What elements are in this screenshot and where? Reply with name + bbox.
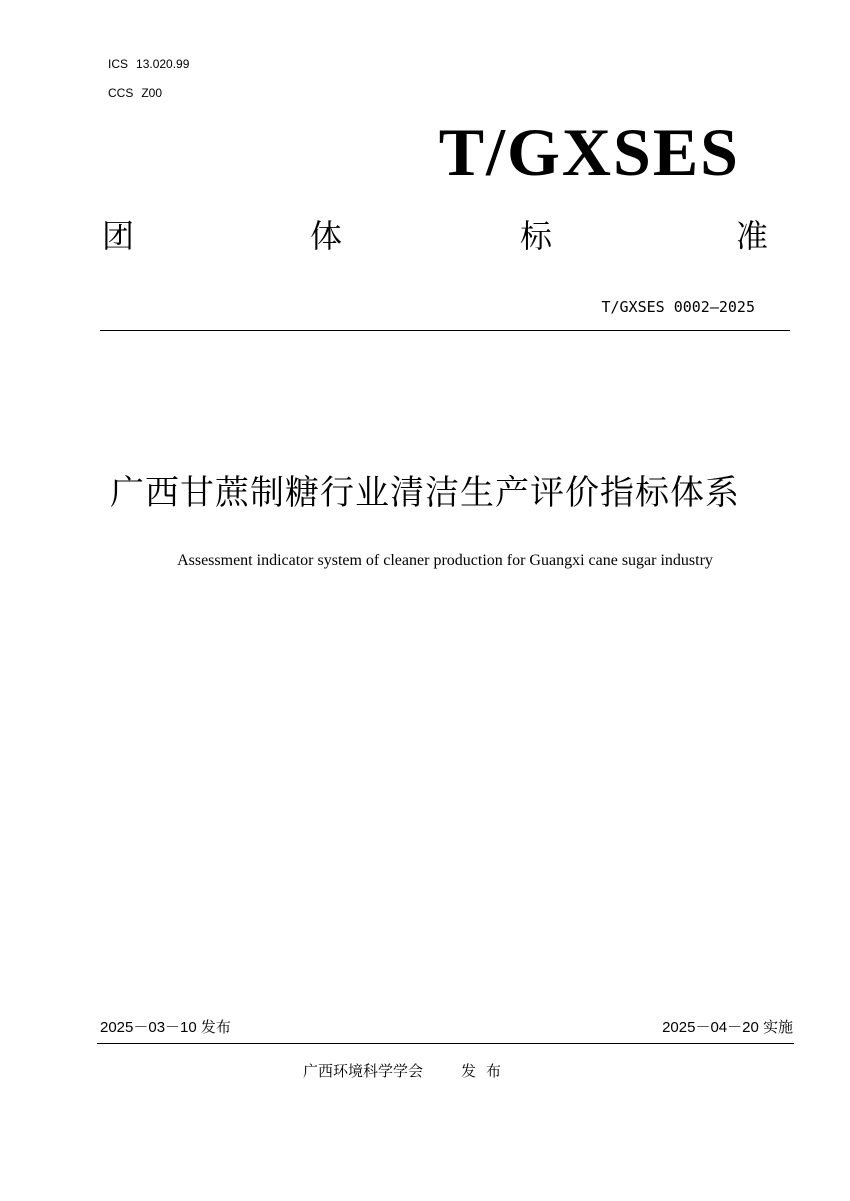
ics-classification xyxy=(108,57,189,71)
standard-type-char-3: 标 xyxy=(520,217,553,255)
top-divider xyxy=(100,330,790,331)
document-title-english: Assessment indicator system of cleaner production for Guangxi cane sugar industry xyxy=(177,552,713,569)
implementation-date: 2025－04－20 实施 xyxy=(662,1019,793,1036)
ccs-label: CCS xyxy=(108,86,134,100)
bottom-divider xyxy=(97,1043,794,1044)
document-title-chinese: 广西甘蔗制糖行业清洁生产评价指标体系 xyxy=(110,473,740,513)
standard-type-char-1: 团 xyxy=(102,217,135,255)
standard-type-char-4: 准 xyxy=(736,217,769,255)
ics-value: 13.020.99 xyxy=(136,57,190,71)
publish-action-label: 发布 xyxy=(461,1062,512,1080)
issue-date: 2025－03－10 发布 xyxy=(100,1019,231,1036)
ccs-classification xyxy=(108,86,162,100)
standard-code-logo: T/GXSES xyxy=(438,114,740,190)
publisher-name: 广西环境科学学会 xyxy=(303,1062,424,1080)
publisher-line xyxy=(303,1060,511,1081)
ccs-value: Z00 xyxy=(141,86,163,100)
ics-label: ICS xyxy=(108,57,129,71)
standard-number: T/GXSES 0002—2025 xyxy=(601,298,755,316)
standard-type-char-2: 体 xyxy=(310,217,343,255)
